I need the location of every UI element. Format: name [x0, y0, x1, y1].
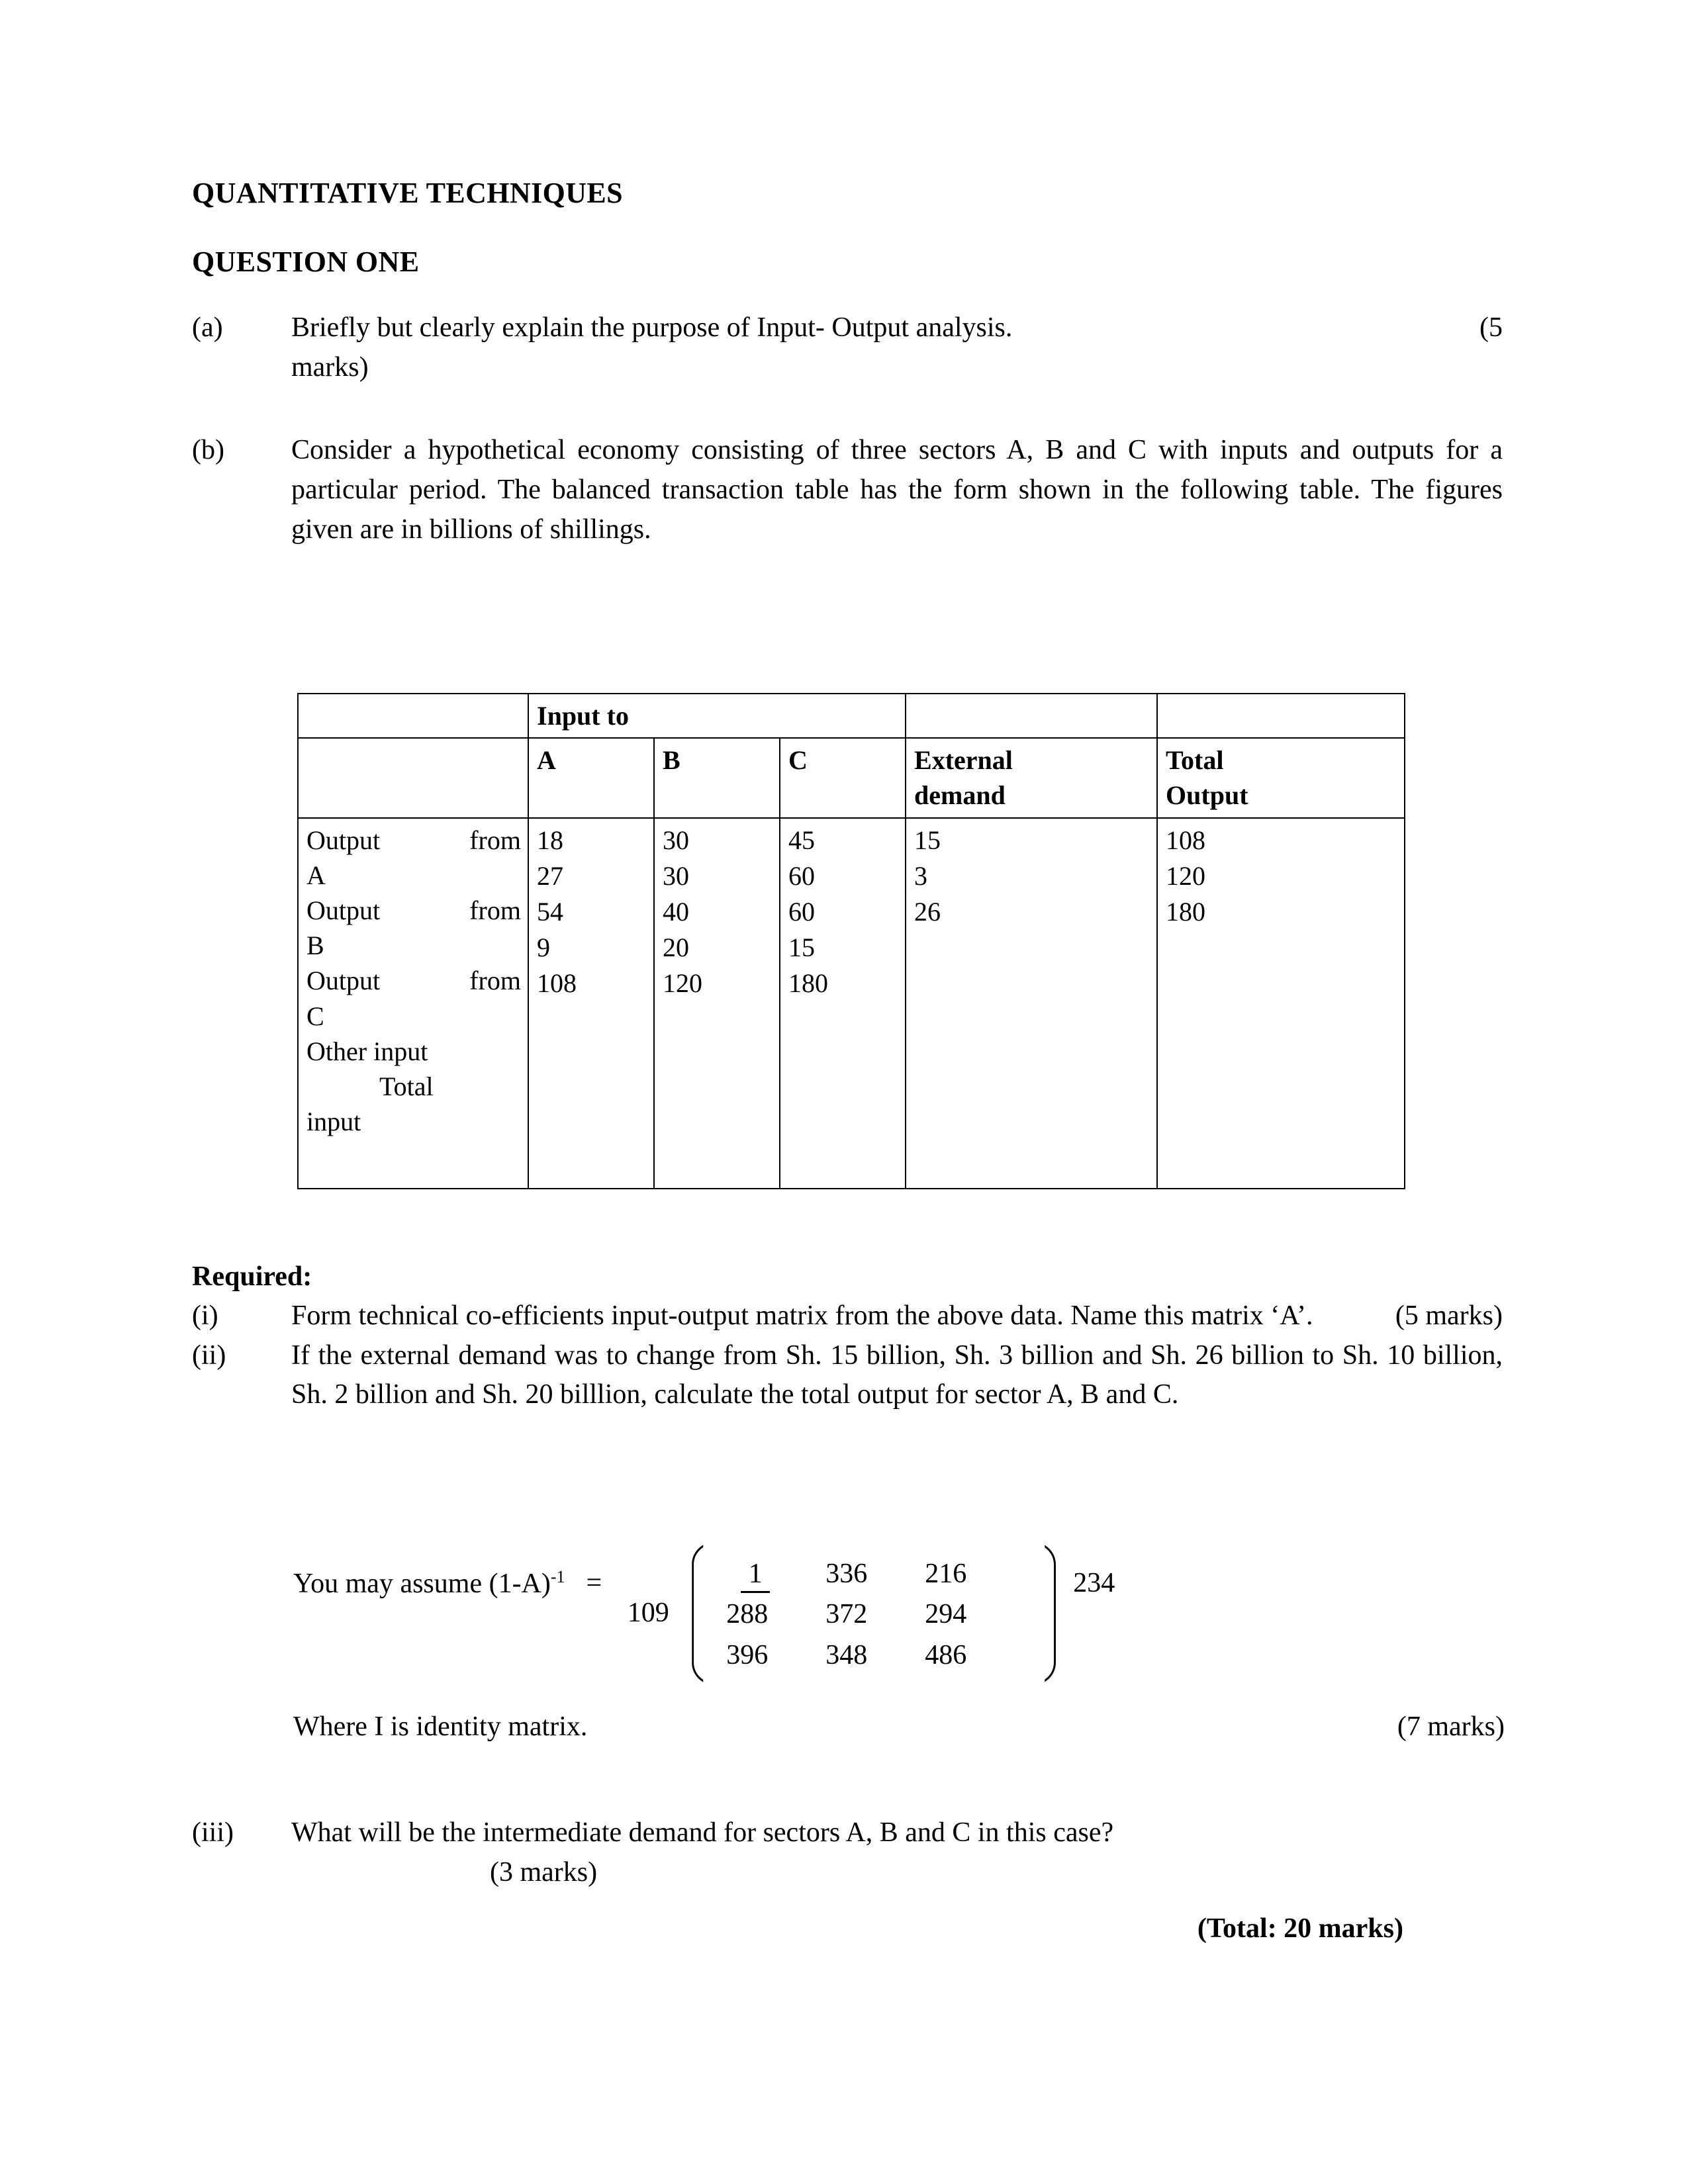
table-col-a-values — [528, 818, 654, 1189]
required-heading: Required: — [192, 1261, 312, 1292]
matrix-expression-row — [293, 1542, 1115, 1685]
table-col-b-values — [654, 818, 780, 1189]
part-b-marker: (b) — [192, 435, 224, 466]
cell-a-1: 18 — [537, 825, 563, 855]
cell-ext-1: 15 — [914, 825, 941, 855]
cell-c-2: 60 — [788, 860, 815, 891]
part-b — [192, 431, 1503, 549]
row-label-output-from-a-1: Output from — [306, 825, 521, 855]
cell-a-3: 54 — [537, 896, 563, 927]
table-col-total-output-values — [1157, 818, 1405, 1189]
cell-b-1: 30 — [663, 825, 689, 855]
cell-tot-2: 120 — [1166, 860, 1206, 891]
cell-a-4: 9 — [537, 932, 550, 962]
transaction-table-wrap — [297, 693, 1404, 1189]
table-header-input-to: Input to — [528, 694, 906, 738]
table-header-col-b: B — [654, 738, 780, 817]
table-header-row-group — [298, 694, 1405, 738]
required-section — [192, 1261, 1503, 1415]
cell-c-3: 60 — [788, 896, 815, 927]
required-item-iii-marks: (3 marks) — [490, 1856, 598, 1888]
matrix-trailing-value: 234 — [1073, 1568, 1115, 1598]
required-item-iii-row — [192, 1813, 1503, 1892]
table-header-col-total-output — [1157, 738, 1405, 817]
required-item-i-marks: (5 marks) — [1395, 1300, 1503, 1331]
cell-b-3: 40 — [663, 896, 689, 927]
part-a-body — [291, 308, 1503, 387]
required-item-iii-body — [291, 1813, 1503, 1892]
cell-ext-3: 26 — [914, 896, 941, 927]
identity-matrix-note: Where I is identity matrix. — [293, 1711, 588, 1742]
cell-c-4: 15 — [788, 932, 815, 962]
matrix-cell-r1c1: 1 — [741, 1554, 770, 1593]
required-item-iii — [192, 1813, 1503, 1892]
matrix-scalar-fraction — [608, 1542, 688, 1629]
row-label-output-from-c-1: Output from — [306, 966, 521, 996]
cell-tot-1: 108 — [1166, 825, 1206, 855]
cell-b-5: 120 — [663, 968, 702, 998]
matrix-cell-r3c2: 348 — [825, 1639, 868, 1670]
required-item-iii-marker: (iii) — [192, 1817, 234, 1848]
required-item-i — [192, 1297, 1503, 1336]
table-corner-cell — [298, 694, 528, 738]
fraction-denominator: 109 — [627, 1597, 669, 1628]
table-header-col-a: A — [528, 738, 654, 817]
question-heading: QUESTION ONE — [192, 246, 420, 278]
required-item-ii-marker: (ii) — [192, 1340, 226, 1371]
matrix-cell-r3c3: 486 — [925, 1639, 967, 1670]
table-header-col-c: C — [780, 738, 906, 817]
matrix-cell-r2c2: 372 — [825, 1599, 868, 1630]
table-header-row-columns — [298, 738, 1405, 817]
required-item-ii-marks: (7 marks) — [1397, 1711, 1505, 1742]
cell-a-2: 27 — [537, 860, 563, 891]
cell-b-2: 30 — [663, 860, 689, 891]
external-demand-line1: External — [914, 745, 1013, 776]
table-col-external-demand-values — [906, 818, 1157, 1189]
row-label-total: Total — [379, 1071, 434, 1101]
required-item-iii-text: What will be the intermediate demand for sectors A, B and C in this case? — [291, 1817, 1114, 1848]
cell-c-1: 45 — [788, 825, 815, 855]
table-col-c-values — [780, 818, 906, 1189]
right-paren-icon — [1033, 1542, 1056, 1685]
balanced-transaction-table — [297, 693, 1405, 1189]
total-output-line1: Total — [1166, 745, 1224, 776]
external-demand-line2: demand — [914, 780, 1006, 811]
cell-tot-3: 180 — [1166, 896, 1206, 927]
part-a-marks-close: marks) — [291, 351, 369, 383]
row-label-other-input: Other input — [306, 1036, 428, 1066]
required-item-i-marker: (i) — [192, 1300, 218, 1331]
part-a-marker: (a) — [192, 312, 223, 343]
spacer-after-part-a — [192, 387, 1503, 431]
table-header-blank-external — [906, 694, 1157, 738]
matrix-lead-text — [293, 1542, 565, 1600]
table-body-row — [298, 818, 1405, 1189]
cell-ext-2: 3 — [914, 860, 928, 891]
matrix-expression — [293, 1542, 1115, 1685]
part-a-text: Briefly but clearly explain the purpose of Input- Output analysis. — [291, 312, 1013, 343]
matrix-cell-r2c3: 294 — [925, 1599, 967, 1630]
cell-c-5: 180 — [788, 968, 828, 998]
left-paren-icon — [692, 1542, 714, 1685]
part-b-text: Consider a hypothetical economy consisting of three sectors A, B and C with inputs and outputs for a particular period. The balanced transaction table has the form shown in the following table. The figures given are in billions of shillings. — [291, 435, 1503, 545]
row-label-output-from-c-2: C — [306, 1001, 324, 1031]
required-item-ii-text: If the external demand was to change from Sh. 15 billion, Sh. 3 billion and Sh. 26 billion to Sh. 10 billion, Sh. 2 billion and Sh. 20 billlion, calculate the total output for sector A, B and C. — [291, 1340, 1503, 1410]
question-content — [192, 179, 1503, 549]
part-a — [192, 308, 1503, 387]
table-header-blank-total — [1157, 694, 1405, 738]
matrix-exponent: -1 — [550, 1567, 565, 1586]
row-label-output-from-b-1: Output from — [306, 895, 521, 925]
required-item-ii — [192, 1336, 1503, 1415]
matrix-values-grid — [714, 1542, 1033, 1685]
row-label-output-from-b-2: B — [306, 931, 324, 961]
matrix-equals-sign: = — [586, 1568, 602, 1598]
identity-matrix-note-line — [293, 1711, 1505, 1743]
total-marks-line: (Total: 20 marks) — [1197, 1913, 1403, 1944]
matrix-cell-r1c2: 336 — [825, 1559, 868, 1589]
matrix-cell-r1c3: 216 — [925, 1559, 967, 1589]
part-a-marks-open: (5 — [1479, 312, 1503, 343]
cell-a-5: 108 — [537, 968, 577, 998]
page-title: QUANTITATIVE TECHNIQUES — [192, 177, 624, 209]
table-row-labels-cell — [298, 818, 528, 1189]
required-item-i-text: Form technical co-efficients input-output matrix from the above data. Name this matrix ‘A’. — [291, 1300, 1313, 1331]
row-label-output-from-a-2: A — [306, 860, 326, 890]
matrix-brackets — [692, 1542, 1056, 1685]
table-header-col-external-demand — [906, 738, 1157, 817]
total-output-line2: Output — [1166, 780, 1248, 811]
required-item-i-body — [291, 1297, 1503, 1336]
row-label-input: input — [306, 1107, 361, 1137]
matrix-lead-label: You may assume (1-A) — [293, 1569, 551, 1599]
table-header-rowlabel-blank — [298, 738, 528, 817]
matrix-cell-r3c1: 396 — [726, 1639, 769, 1670]
matrix-cell-r2c1: 288 — [726, 1599, 769, 1630]
cell-b-4: 20 — [663, 932, 689, 962]
